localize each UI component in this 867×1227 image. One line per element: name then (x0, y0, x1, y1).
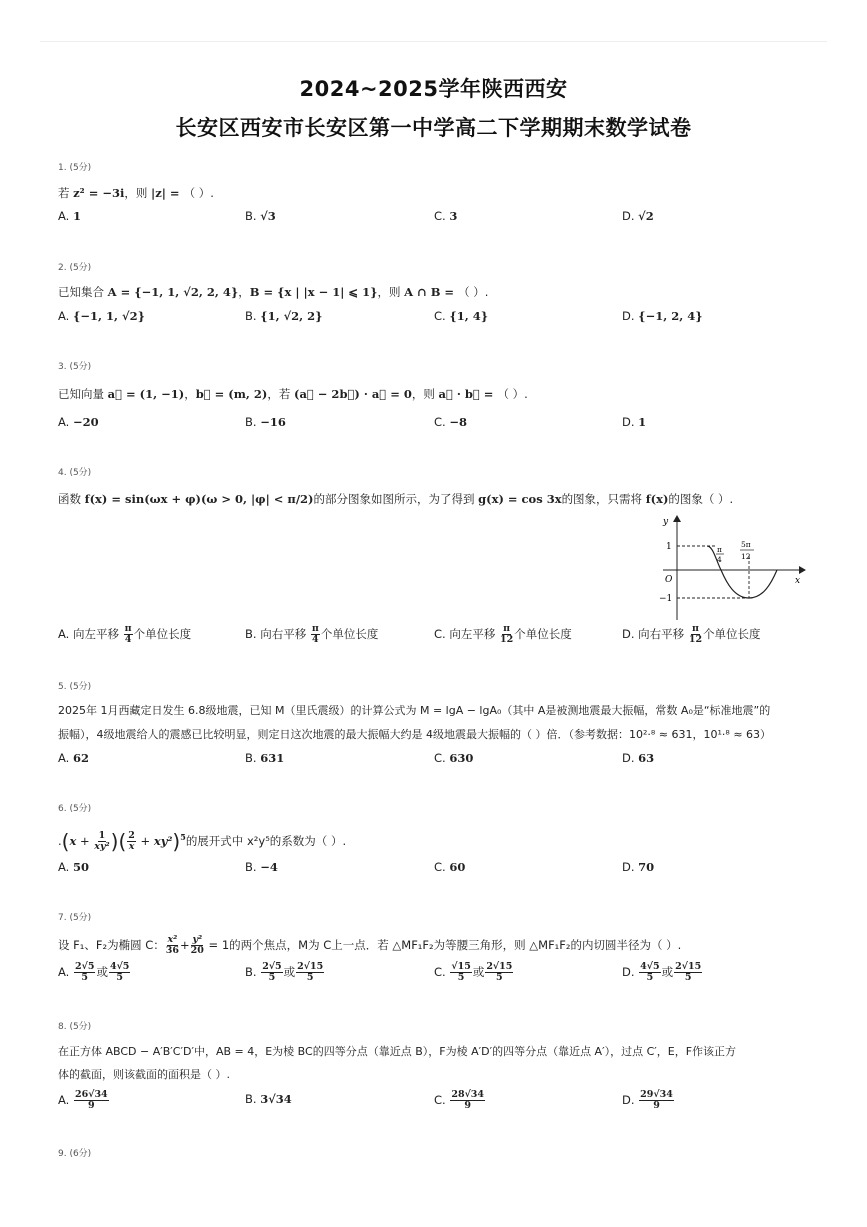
q8-option-c[interactable]: C. $\frac{28√34}{9}$ (434, 1089, 485, 1111)
page-title-line2: 长安区西安市长安区第一中学高二下学期期末数学试卷 (175, 116, 692, 140)
q7-ellipse-eq: $\frac{\text{x²}}{36}$ + $\frac{\text{y²}}{20}$ (165, 934, 204, 956)
question-8-stem-line1: 在正方体 ABCD − A′B′C′D′中，AB = 4，E为棱 BC的四等分点（靠近点 B），F为棱 A′D′的四等分点（靠近点 A′），过点 C′，E，F作该正方 (58, 1045, 737, 1058)
q5-option-b[interactable]: B. 631 (245, 751, 285, 765)
question-3-stem: 已知向量 a⃗ = (1, −1)，b⃗ = (m, 2)，若 (a⃗ − 2b⃗) · a⃗ = 0，则 a⃗ · b⃗ = （ ）. (58, 387, 528, 401)
q1-option-b[interactable]: B. √3 (245, 209, 276, 223)
question-4-header: 4. (5分) (58, 468, 92, 478)
y-axis-label: y (663, 517, 669, 527)
question-2-header: 2. (5分) (58, 263, 92, 273)
q4-option-d[interactable]: D. 向右平移 $\frac{\pi}{12}$ 个单位长度 (622, 623, 761, 645)
q2-option-c[interactable]: C. {1, 4} (434, 309, 489, 323)
question-9-header: 9. (6分) (58, 1149, 92, 1159)
question-2-stem: 已知集合 A = {−1, 1, √2, 2, 4}，B = {x | |x − 1| ⩽ 1}，则 A ∩ B = （ ）. (58, 285, 489, 299)
q7-option-c[interactable]: C. $\frac{√15}{5}$ 或 $\frac{2√15}{5}$ (434, 961, 513, 983)
question-8-header: 8. (5分) (58, 1022, 92, 1032)
q1-option-c[interactable]: C. 3 (434, 209, 458, 223)
q4-option-a[interactable]: A. 向左平移 $\frac{\pi}{4}$ 个单位长度 (58, 623, 192, 645)
question-6-header: 6. (5分) (58, 804, 92, 814)
q3-option-c[interactable]: C. −8 (434, 415, 467, 429)
question-1-header: 1. (5分) (58, 163, 92, 173)
page-title-line1: 2024~2025学年陕西西安 (299, 77, 568, 101)
mark-pi4-num: π (717, 545, 722, 554)
question-6-stem: .(x + $\frac{1}{\text{xy²}}$ )( $\frac{2}{x}$ + xy²)$^5$的展开式中 x²y⁵的系数为（ ）. (58, 829, 347, 854)
q6-expression: .(x + $\frac{1}{\text{xy²}}$ )( $\frac{2}{x}$ + xy²)$^5$ (58, 829, 186, 854)
origin-label: O (665, 575, 673, 585)
mark-pi4-den: 4 (717, 555, 722, 564)
q1-option-a[interactable]: A. 1 (58, 209, 81, 223)
q6-option-c[interactable]: C. 60 (434, 860, 466, 874)
q8-option-b[interactable]: B. 3√34 (245, 1092, 292, 1106)
q5-option-d[interactable]: D. 63 (622, 751, 655, 765)
q2-option-b[interactable]: B. {1, √2, 2} (245, 309, 323, 323)
question-1-stem: 若 z² = −3i，则 |z| = （ ）. (58, 186, 214, 200)
q6-option-b[interactable]: B. −4 (245, 860, 278, 874)
q6-option-d[interactable]: D. 70 (622, 860, 655, 874)
q5-option-a[interactable]: A. 62 (58, 751, 89, 765)
q4-function-graph (655, 512, 810, 624)
q3-option-a[interactable]: A. −20 (58, 415, 99, 429)
q2-option-a[interactable]: A. {−1, 1, √2} (58, 309, 145, 323)
question-3-header: 3. (5分) (58, 362, 92, 372)
q4-option-b[interactable]: B. 向右平移 $\frac{\pi}{4}$ 个单位长度 (245, 623, 379, 645)
question-5-stem-line1: 2025年 1月西藏定日发生 6.8级地震，已知 M（里氏震级）的计算公式为 M = lgA − lgA₀（其中 A是被测地震最大振幅，常数 A₀是“标准地震”的 (58, 704, 771, 717)
question-8-stem-line2: 体的截面，则该截面的面积是（ ）. (58, 1068, 230, 1081)
x-axis-label: x (795, 576, 801, 586)
q7-option-a[interactable]: A. $\frac{2√5}{5}$ 或 $\frac{4√5}{5}$ (58, 961, 130, 983)
mark-5pi12-num: 5π (741, 540, 751, 549)
question-7-stem: 设 F₁、F₂为椭圆 C： $\frac{\text{x²}}{36}$ + $\frac{\text{y²}}{20}$ = 1的两个焦点，M为 C上一点．若 △MF₁F₂为等腰三角形，则 △MF₁F₂的内切圆半径为（ ）. (58, 934, 682, 956)
q3-option-d[interactable]: D. 1 (622, 415, 647, 429)
q1-equation: z² = −3i (73, 186, 125, 200)
q8-option-a[interactable]: A. $\frac{26√34}{9}$ (58, 1089, 108, 1111)
question-7-header: 7. (5分) (58, 913, 92, 923)
q5-option-c[interactable]: C. 630 (434, 751, 474, 765)
q7-option-d[interactable]: D. $\frac{4√5}{5}$ 或 $\frac{2√15}{5}$ (622, 961, 702, 983)
q3-option-b[interactable]: B. −16 (245, 415, 286, 429)
mark-5pi12-den: 12 (741, 552, 751, 561)
question-5-header: 5. (5分) (58, 682, 92, 692)
q8-option-d[interactable]: D. $\frac{29√34}{9}$ (622, 1089, 673, 1111)
q7-option-b[interactable]: B. $\frac{2√5}{5}$ 或 $\frac{2√15}{5}$ (245, 961, 324, 983)
q6-option-a[interactable]: A. 50 (58, 860, 89, 874)
y-tick-neg1: −1 (659, 594, 673, 604)
question-5-stem-line2: 振幅），4级地震给人的震感已比较明显，则定日这次地震的最大振幅大约是 4级地震最大振幅的（ ）倍．（参考数据：10²·⁸ ≈ 631，10¹·⁸ ≈ 63） (58, 728, 772, 741)
q2-option-d[interactable]: D. {−1, 2, 4} (622, 309, 703, 323)
q4-option-c[interactable]: C. 向左平移 $\frac{\pi}{12}$ 个单位长度 (434, 623, 572, 645)
question-4-stem: 函数 f(x) = sin(ωx + φ)(ω > 0, |φ| < π/2)的部分图象如图所示，为了得到 g(x) = cos 3x的图象，只需将 f(x)的图象（ ）. (58, 492, 734, 506)
q1-option-d[interactable]: D. √2 (622, 209, 654, 223)
y-tick-1: 1 (666, 542, 672, 552)
top-divider (40, 41, 827, 42)
